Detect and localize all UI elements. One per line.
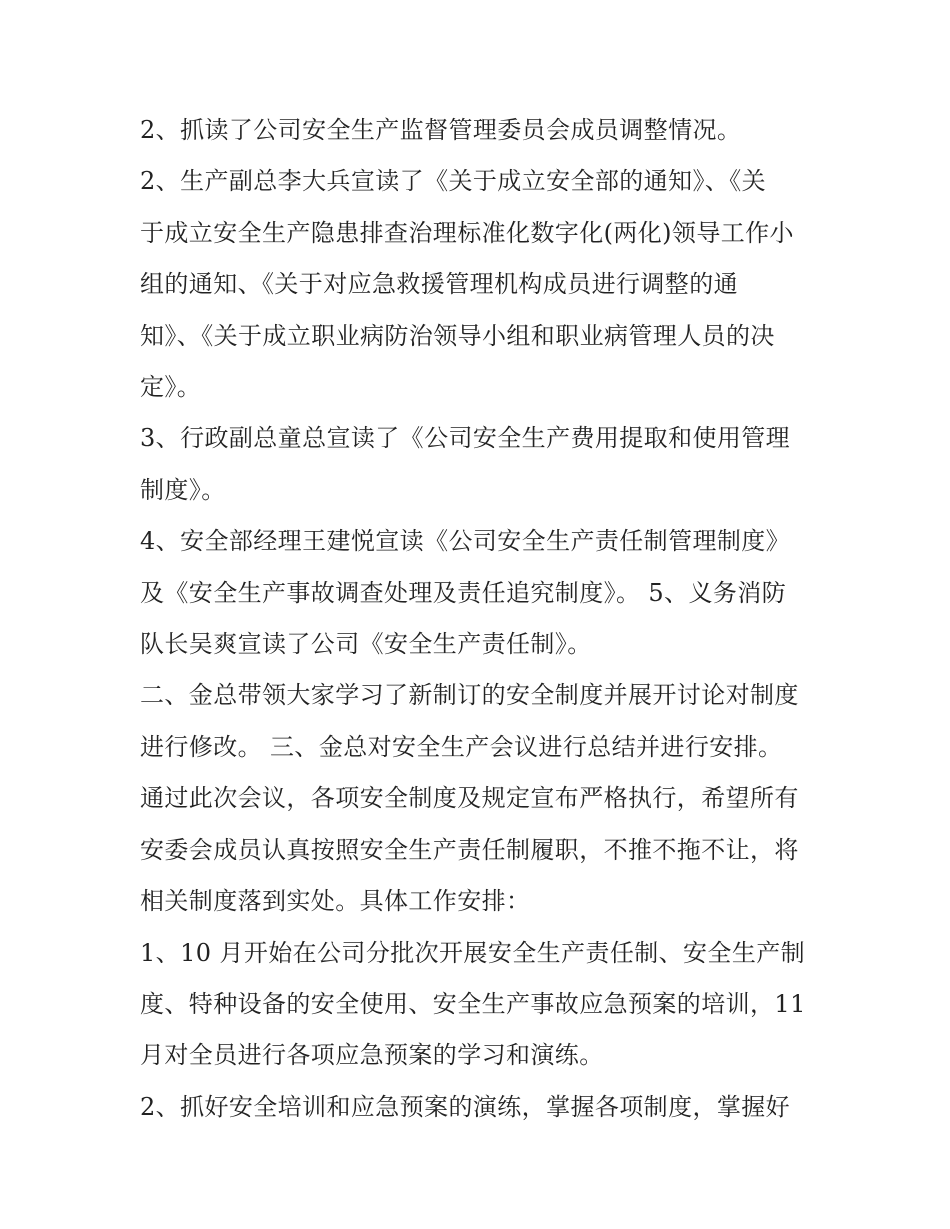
text-line: 度、特种设备的安全使用、安全生产事故应急预案的培训，11 — [140, 989, 806, 1018]
text-line: 月对全员进行各项应急预案的学习和演练。 — [140, 1041, 604, 1070]
paragraph-7 — [140, 1082, 820, 1133]
text-line: 1、10 月开始在公司分批次开展安全生产责任制、安全生产制 — [140, 938, 806, 967]
paragraph-2 — [140, 156, 820, 413]
text-line: 队长吴爽宣读了公司《安全生产责任制》。 — [140, 630, 592, 659]
text-line: 安委会成员认真按照安全生产责任制履职，不推不拖不让，将 — [140, 835, 799, 864]
text-line: 相关制度落到实处。具体工作安排： — [140, 887, 531, 916]
text-line: 3、行政副总童总宣读了《公司安全生产费用提取和使用管理 — [140, 424, 791, 453]
paragraph-4 — [140, 516, 820, 670]
text-line: 组的通知、《关于对应急救援管理机构成员进行调整的通 — [140, 270, 738, 299]
paragraph-3 — [140, 413, 820, 516]
text-line: 进行修改。 三、金总对安全生产会议进行总结并进行安排。 — [140, 732, 783, 761]
paragraph-5 — [140, 670, 820, 927]
text-line: 2、抓好安全培训和应急预案的演练，掌握各项制度，掌握好 — [140, 1092, 791, 1121]
paragraph-6 — [140, 928, 820, 1082]
text-line: 二、金总带领大家学习了新制订的安全制度并展开讨论对制度 — [140, 681, 799, 710]
text-line: 通过此次会议，各项安全制度及规定宣布严格执行，希望所有 — [140, 784, 799, 813]
text-line: 2、抓读了公司安全生产监督管理委员会成员调整情况。 — [140, 116, 742, 144]
text-line: 定》。 — [140, 373, 202, 402]
text-line: 2、生产副总李大兵宣读了《关于成立安全部的通知》、《关 — [140, 167, 767, 196]
text-line: 4、安全部经理王建悦宣读《公司安全生产责任制管理制度》 — [140, 527, 791, 556]
text-line: 制度》。 — [140, 475, 226, 504]
document-body — [140, 105, 820, 1133]
text-line: 及《安全生产事故调查处理及责任追究制度》。 5、义务消防 — [140, 578, 787, 607]
text-line: 知》、《关于成立职业病防治领导小组和职业病管理人员的决 — [140, 321, 775, 350]
text-line: 于成立安全生产隐患排查治理标准化数字化(两化)领导工作小 — [140, 218, 794, 247]
paragraph-1 — [140, 105, 820, 156]
